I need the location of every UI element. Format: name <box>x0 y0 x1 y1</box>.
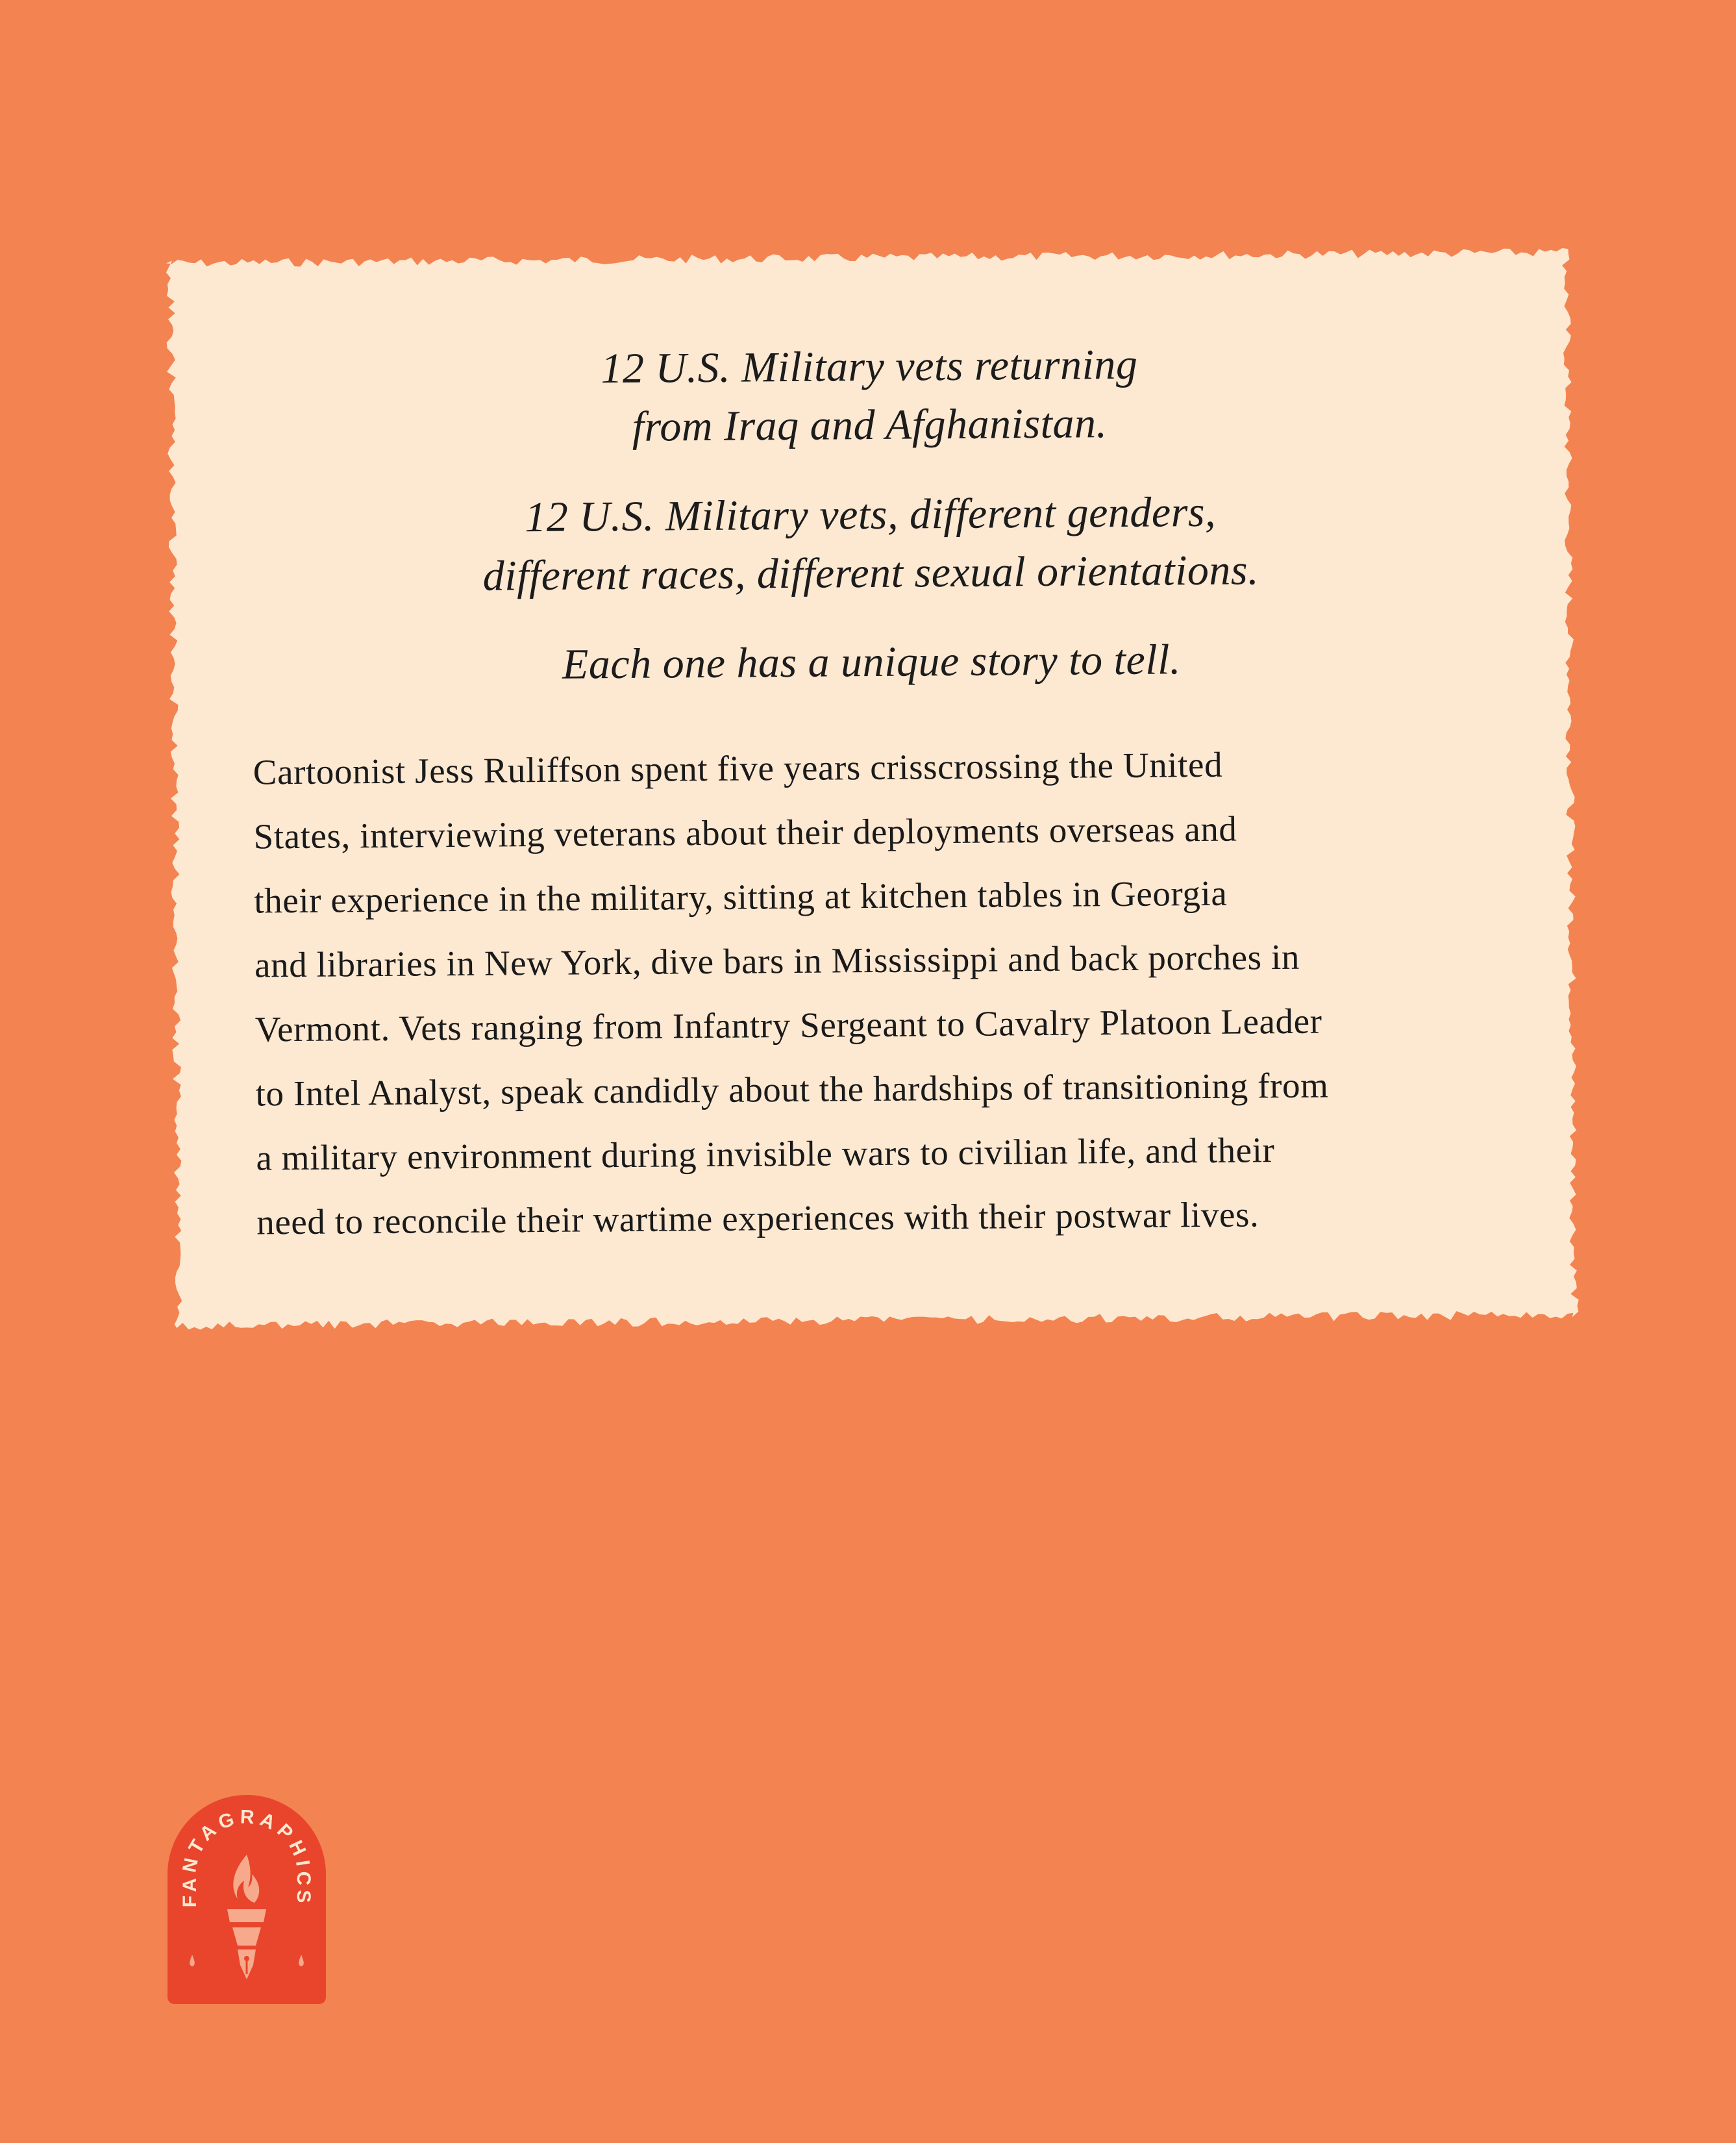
description-line: need to reconcile their wartime experiences with their postwar lives. <box>256 1194 1259 1242</box>
fantagraphics-logo <box>167 1795 326 2004</box>
tagline-line: from Iraq and Afghanistan. <box>632 399 1108 451</box>
tagline-unique-story <box>169 628 1574 697</box>
book-description <box>253 730 1529 1254</box>
tagline-returning <box>167 332 1572 460</box>
description-line: States, interviewing veterans about their deployments overseas and <box>253 808 1237 857</box>
description-line: and libraries in New York, dive bars in Mississippi and back porches in <box>254 936 1300 985</box>
tagline-line: Each one has a unique story to tell. <box>562 636 1182 688</box>
tagline-line: 12 U.S. Military vets returning <box>601 340 1138 393</box>
tagline-line: 12 U.S. Military vets, different genders, <box>525 488 1217 542</box>
tagline-line: different races, different sexual orientations. <box>482 546 1259 600</box>
publisher-name: FANTAGRAPHICS <box>179 1806 314 1908</box>
description-line: a military environment during invisible wars to civilian life, and their <box>256 1130 1275 1178</box>
description-line: to Intel Analyst, speak candidly about the hardships of transitioning from <box>255 1065 1329 1114</box>
description-card <box>166 248 1580 1331</box>
description-line: Cartoonist Jess Ruliffson spent five years crisscrossing the United <box>253 744 1223 792</box>
description-line: their experience in the military, sitting at kitchen tables in Georgia <box>254 873 1228 921</box>
description-line: Vermont. Vets ranging from Infantry Sergeant to Cavalry Platoon Leader <box>254 1001 1322 1049</box>
tagline-diversity <box>167 481 1573 608</box>
